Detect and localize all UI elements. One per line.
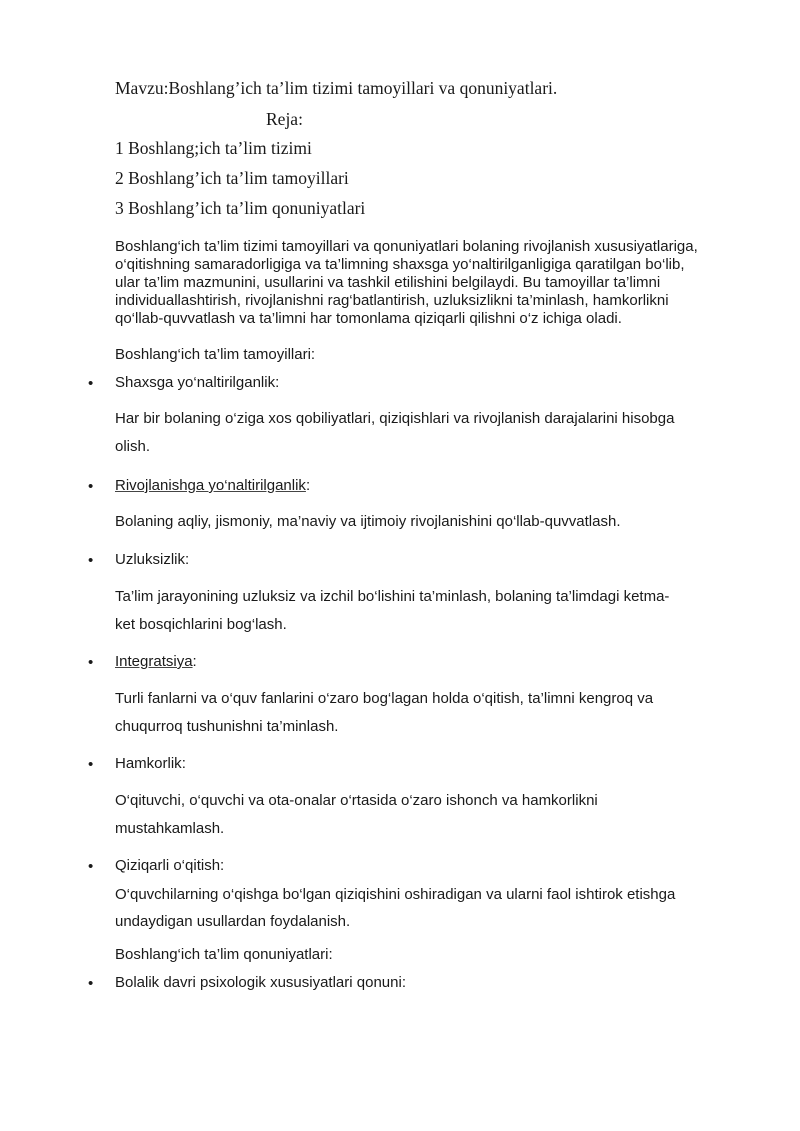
principle-description (115, 583, 735, 639)
intro-line: ular ta’lim mazmunini, usullarini va tashkil etilishini belgilaydi. Bu tamoyillar ta’limni (115, 274, 661, 291)
principle-title-text: Qiziqarli o‘qitish (115, 857, 221, 874)
principle-description (115, 787, 735, 843)
principle-description (115, 881, 745, 935)
principle-title-text: Rivojlanishga yo‘naltirilganlik (115, 477, 306, 494)
laws-heading: Boshlang‘ich ta’lim qonuniyatlari: (115, 946, 333, 963)
description-line: mustahkamlash. (115, 820, 225, 837)
bullet-icon: • (88, 375, 94, 392)
colon: : (220, 857, 225, 874)
principle-title (115, 856, 224, 876)
principle-title-text: Hamkorlik (115, 755, 182, 772)
description-line: Har bir bolaning o‘ziga xos qobiliyatlari, qiziqishlari va rivojlanish darajalarini hisobga (115, 410, 675, 427)
description-line: olish. (115, 438, 151, 455)
bullet-icon: • (88, 478, 94, 495)
principle-description (115, 685, 735, 741)
description-line: Bolaning aqliy, jismoniy, ma’naviy va ijtimoiy rivojlanishini qo‘llab-quvvatlash. (115, 513, 621, 530)
plan-item-1: 1 Boshlang;ich ta’lim tizimi (115, 138, 312, 158)
law-title-text: Bolalik davri psixologik xususiyatlari qonuni (115, 974, 402, 991)
bullet-icon: • (88, 654, 94, 671)
plan-label: Reja: (266, 109, 303, 129)
bullet-icon: • (88, 552, 94, 569)
plan-item-2: 2 Boshlang’ich ta’lim tamoyillari (115, 168, 349, 188)
intro-line: individuallashtirish, rivojlanishni rag‘batlantirish, uzluksizlikni ta’minlash, hamkorlikni (115, 292, 669, 309)
bullet-icon: • (88, 975, 94, 992)
description-line: chuqurroq tushunishni ta’minlash. (115, 718, 339, 735)
description-line: undaydigan usullardan foydalanish. (115, 913, 351, 930)
intro-line: o‘qitishning samaradorligiga va ta’limning shaxsga yo‘naltirilganligiga qaratilgan bo‘lib, (115, 256, 685, 273)
intro-paragraph (115, 238, 765, 328)
principle-title-text: Integratsiya (115, 653, 193, 670)
principle-title (115, 550, 189, 570)
intro-line: qo‘llab-quvvatlash va ta’limni har tomonlama qiziqarli qilishni o‘z ichiga oladi. (115, 310, 622, 327)
colon: : (275, 374, 280, 391)
bullet-icon: • (88, 858, 94, 875)
principle-title-text: Shaxsga yo‘naltirilganlik (115, 374, 276, 391)
principle-title (115, 476, 310, 496)
colon: : (401, 974, 406, 991)
description-line: ket bosqichlarini bog‘lash. (115, 616, 287, 633)
law-title (115, 973, 406, 993)
colon: : (305, 477, 311, 494)
principle-title-text: Uzluksizlik (115, 551, 186, 568)
principle-title (115, 754, 186, 774)
principle-description (115, 405, 735, 461)
colon: : (192, 653, 197, 670)
description-line: Turli fanlarni va o‘quv fanlarini o‘zaro bog‘lagan holda o‘qitish, ta’limni kengroq va (115, 690, 654, 707)
plan-item-3: 3 Boshlang’ich ta’lim qonuniyatlari (115, 198, 366, 218)
bullet-icon: • (88, 756, 94, 773)
principle-title (115, 373, 279, 393)
description-line: O‘quvchilarning o‘qishga bo‘lgan qiziqishini oshiradigan va ularni faol ishtirok etishga (115, 886, 676, 903)
principle-description (115, 508, 735, 536)
topic-title: Mavzu:Boshlang’ich ta’lim tizimi tamoyillari va qonuniyatlari. (115, 78, 558, 98)
colon: : (181, 755, 186, 772)
colon: : (185, 551, 190, 568)
intro-line: Boshlang‘ich ta’lim tizimi tamoyillari va qonuniyatlari bolaning rivojlanish xususiyatlariga, (115, 238, 698, 255)
description-line: Ta’lim jarayonining uzluksiz va izchil bo‘lishini ta’minlash, bolaning ta’limdagi ketma- (115, 588, 670, 605)
principle-title (115, 652, 197, 672)
principles-heading: Boshlang‘ich ta’lim tamoyillari: (115, 346, 316, 363)
description-line: O‘qituvchi, o‘quvchi va ota-onalar o‘rtasida o‘zaro ishonch va hamkorlikni (115, 792, 598, 809)
